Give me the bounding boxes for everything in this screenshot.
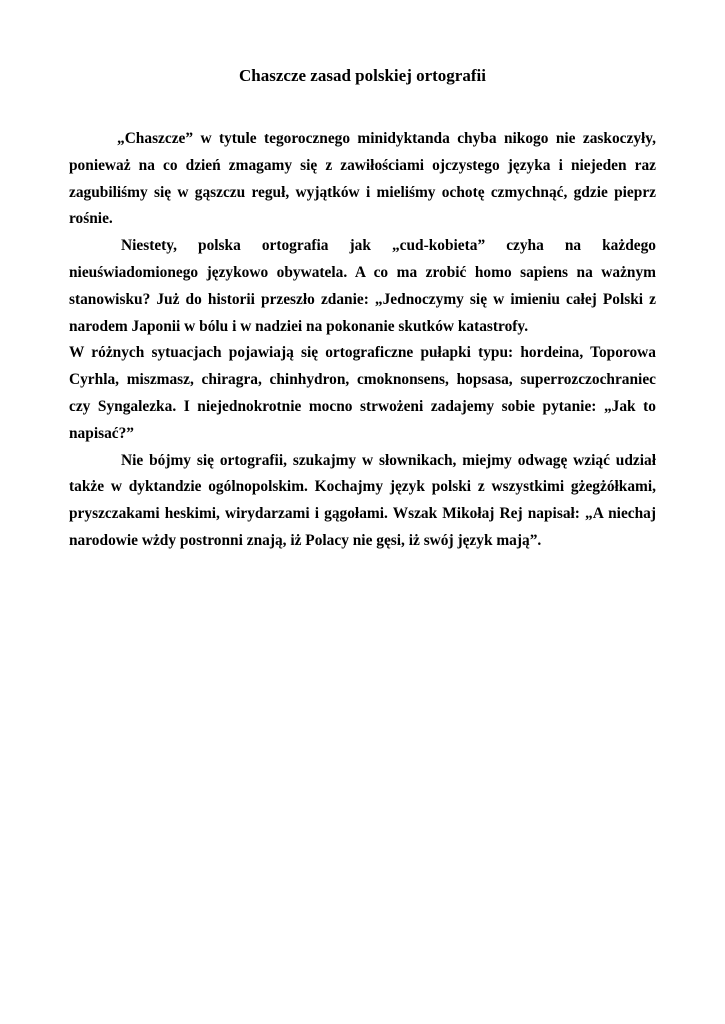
paragraph-intro: „Chaszcze” w tytule tegorocznego minidyktanda chyba nikogo nie zaskoczyły, ponieważ na co dzień zmagamy się z zawiłościami ojczystego języka i niejeden raz zagubiliśmy się w gąszczu reguł, wyjątków i mieliśmy ochotę czmychnąć, gdzie pieprz rośnie. [69,130,656,228]
paragraph-conclusion: Nie bójmy się ortografii, szukajmy w słownikach, miejmy odwagę wziąć udział także w dyktandzie ogólnopolskim. Kochajmy język polski z wszystkimi gżegżółkami, pryszczakami heskimi, wirydarzami i gągołami. Wszak Mikołaj Rej napisał: „A niechaj narodowie wżdy postronni znają, iż Polacy nie gęsi, iż swój język mają”. [69,451,656,549]
document-title: Chaszcze zasad polskiej ortografii [239,66,486,85]
paragraph-orthography: Niestety, polska ortografia jak „cud-kobieta” czyha na każdego nieuświadomionego językowo obywatela. A co ma zrobić homo sapiens na ważnym stanowisku? Już do historii przeszło zdanie: „Jednoczymy się w imieniu całej Polski z narodem Japonii w bólu i w nadziei na pokonanie skutków katastrofy. [69,237,656,335]
paragraph-traps: W różnych sytuacjach pojawiają się ortograficzne pułapki typu: hordeina, Toporowa Cyrhla, miszmasz, chiragra, chinhydron, cmoknonsens, hopsasa, superrozczochraniec czy Syngalezka. I niejednokrotnie mocno strwożeni zadajemy sobie pytanie: „Jak to napisać?” [69,344,656,442]
document-body [69,126,656,555]
